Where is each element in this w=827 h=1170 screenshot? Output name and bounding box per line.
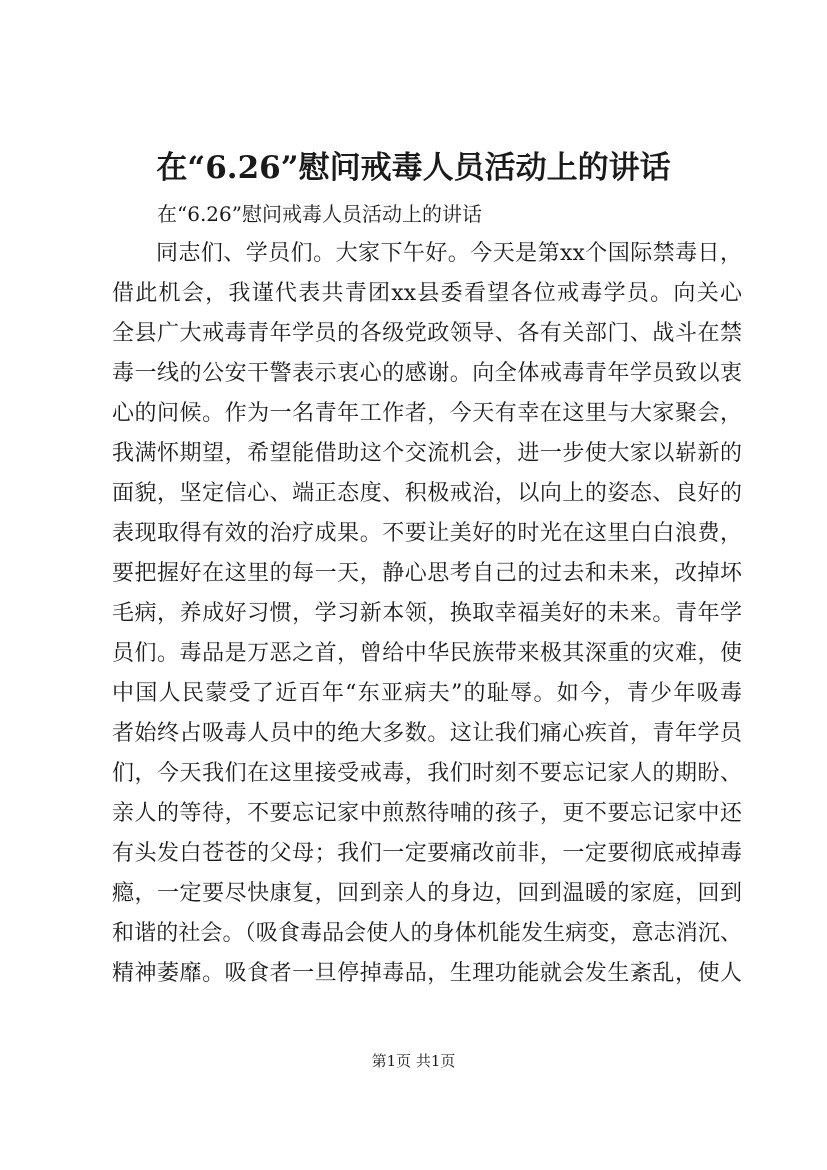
- body-line: 精神萎靡。吸食者一旦停掉毒品，生理功能就会发生紊乱，使人: [112, 961, 742, 986]
- body-line: 毛病，养成好习惯，学习新本领，换取幸福美好的未来。青年学: [112, 601, 742, 626]
- body-line: 借此机会，我谨代表共青团xx县委看望各位戒毒学员。向关心: [112, 281, 742, 306]
- body-line: 我满怀期望，希望能借助这个交流机会，进一步使大家以崭新的: [112, 441, 742, 466]
- body-line: 面貌，坚定信心、端正态度、积极戒治，以向上的姿态、良好的: [112, 481, 742, 506]
- body-line: 瘾，一定要尽快康复，回到亲人的身边，回到温暖的家庭，回到: [112, 881, 742, 906]
- body-line: 表现取得有效的治疗成果。不要让美好的时光在这里白白浪费，: [112, 521, 742, 546]
- body-line: 同志们、学员们。大家下午好。今天是第xx个国际禁毒日，: [156, 241, 742, 266]
- body-line: 们，今天我们在这里接受戒毒，我们时刻不要忘记家人的期盼、: [112, 761, 742, 786]
- body-line: 者始终占吸毒人员中的绝大多数。这让我们痛心疾首，青年学员: [112, 721, 742, 746]
- body-line: 员们。毒品是万恶之首，曾给中华民族带来极其深重的灾难，使: [112, 641, 742, 666]
- document-subtitle: 在“6.26”慰问戒毒人员活动上的讲话: [157, 202, 482, 226]
- body-line: 心的问候。作为一名青年工作者，今天有幸在这里与大家聚会，: [112, 401, 742, 426]
- body-line: 亲人的等待，不要忘记家中煎熬待哺的孩子，更不要忘记家中还: [112, 801, 742, 826]
- page-footer: 第1页 共1页: [371, 1052, 456, 1070]
- body-line: 中国人民蒙受了近百年“东亚病夫”的耻辱。如今，青少年吸毒: [112, 681, 742, 706]
- body-line: 和谐的社会。（吸食毒品会使人的身体机能发生病变，意志消沉、: [112, 921, 742, 946]
- document-title: 在“6.26”慰问戒毒人员活动上的讲话: [156, 150, 671, 186]
- body-line: 有头发白苍苍的父母；我们一定要痛改前非，一定要彻底戒掉毒: [112, 841, 742, 866]
- body-line: 全县广大戒毒青年学员的各级党政领导、各有关部门、战斗在禁: [112, 321, 742, 346]
- body-line: 要把握好在这里的每一天，静心思考自己的过去和未来，改掉坏: [112, 561, 742, 586]
- document-body: [112, 234, 742, 994]
- body-line: 毒一线的公安干警表示衷心的感谢。向全体戒毒青年学员致以衷: [112, 361, 742, 386]
